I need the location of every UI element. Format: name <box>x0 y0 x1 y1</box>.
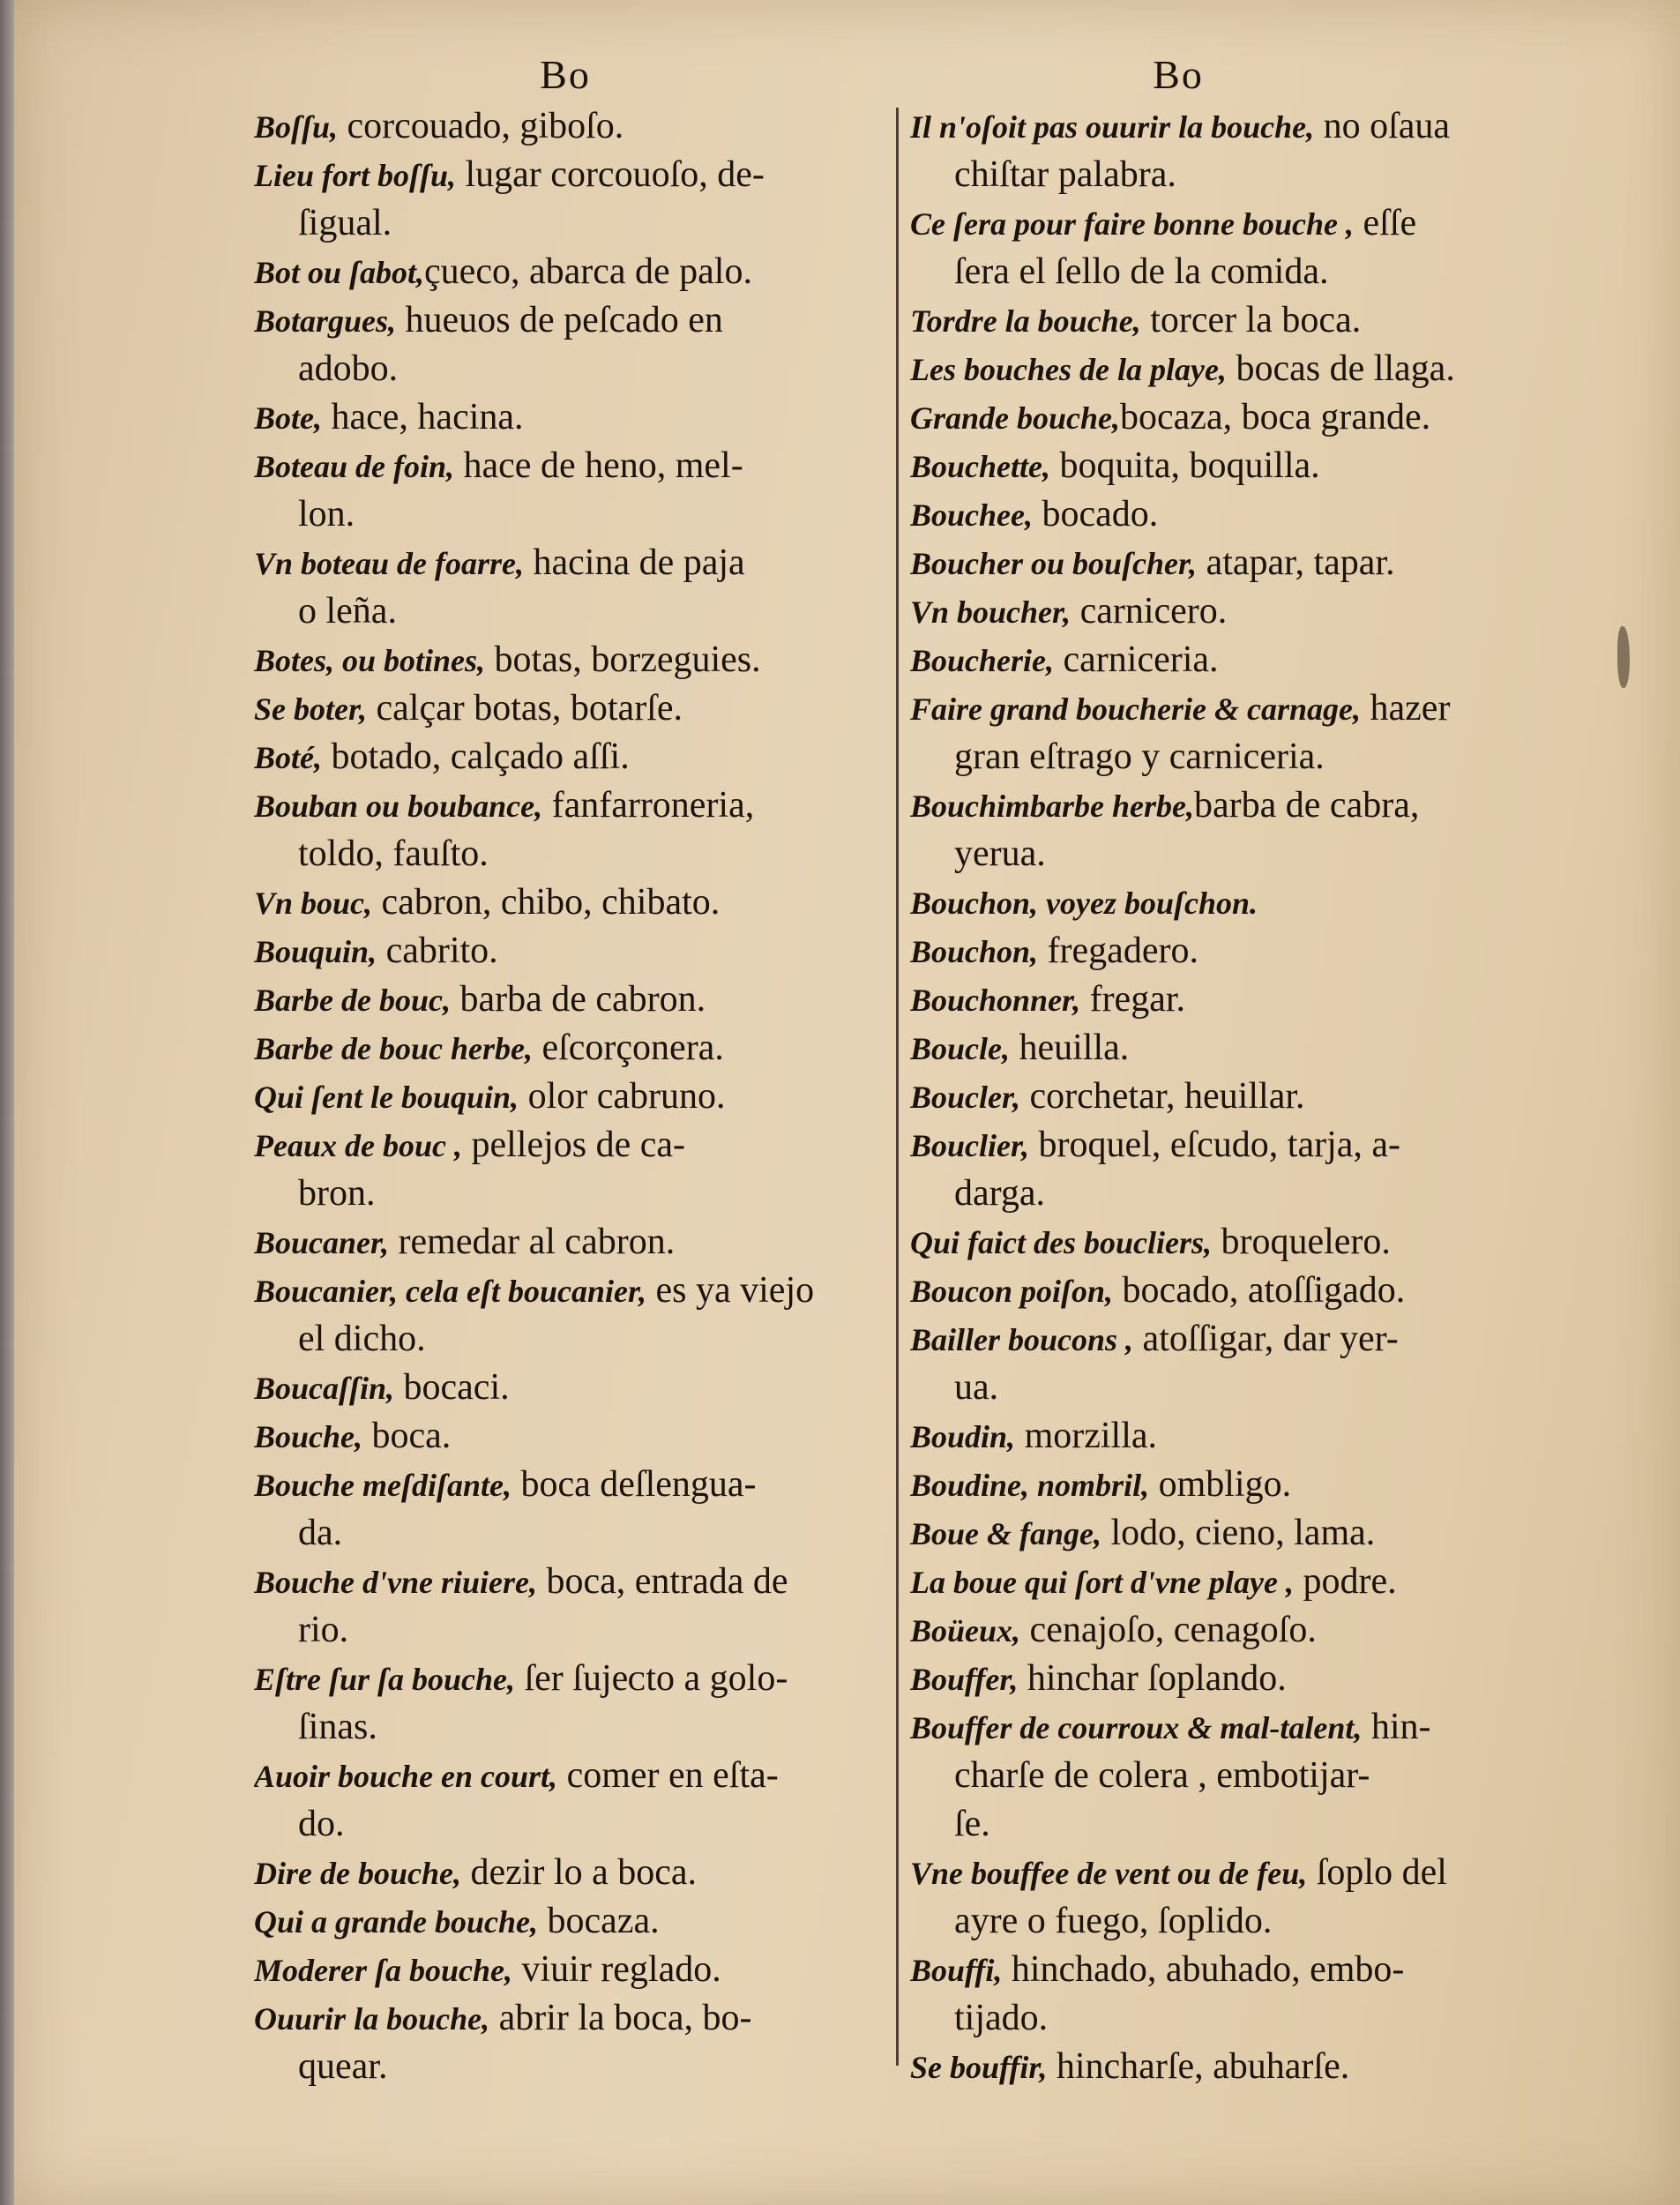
headword: Bouche d'vne riuiere, <box>254 1565 537 1600</box>
gloss: quear. <box>298 2046 388 2087</box>
gloss: lodo, cieno, lama. <box>1101 1513 1376 1553</box>
entry-line <box>254 1315 894 1364</box>
gloss: adobo. <box>298 348 399 389</box>
entry-line <box>910 1800 1566 1849</box>
entry-line <box>254 636 894 684</box>
headword: Boudin, <box>910 1419 1016 1454</box>
gloss: bocas de llaga. <box>1226 348 1455 389</box>
entry-line <box>254 1703 894 1752</box>
entry-line <box>254 1800 894 1849</box>
gloss: bocaza. <box>538 1901 660 1941</box>
headword: Barbe de bouc, <box>254 983 451 1018</box>
entry-line <box>254 684 894 733</box>
gloss: hace de heno, mel- <box>454 445 743 486</box>
gloss: es ya viejo <box>646 1270 815 1311</box>
gloss: fregadero. <box>1038 931 1198 971</box>
headword: Dire de bouche, <box>254 1856 461 1891</box>
gloss: botas, borzeguies. <box>485 639 761 680</box>
gloss: dezir lo a boca. <box>460 1852 698 1893</box>
gloss: torcer la boca. <box>1140 300 1362 340</box>
headword: Boſſu, <box>254 109 339 145</box>
headword: Il n'oſoit pas ouurir la bouche, <box>910 109 1315 145</box>
headword: Auoir bouche en court, <box>254 1759 558 1794</box>
entry-line <box>910 1121 1566 1170</box>
gloss: yerua. <box>954 833 1046 874</box>
gloss: rio. <box>298 1610 349 1650</box>
headword: Boucle, <box>910 1031 1010 1066</box>
headword: Vn boucher, <box>910 594 1071 630</box>
gloss: ſoplo del <box>1307 1852 1447 1893</box>
headword: Bailler boucons , <box>910 1322 1134 1357</box>
headword: Bouffi, <box>910 1953 1003 1988</box>
entry-line <box>254 1121 894 1170</box>
left-column <box>254 102 894 2091</box>
right-running-header: Bo <box>1153 52 1204 97</box>
headword: Grande bouche, <box>910 400 1121 436</box>
headword: Les bouches de la playe, <box>910 352 1227 387</box>
gloss: fanfarroneria, <box>542 785 755 826</box>
entry-line <box>254 539 894 587</box>
entry-line <box>254 1655 894 1703</box>
headword: Boucler, <box>910 1080 1021 1115</box>
entry-line <box>254 781 894 830</box>
entry-line <box>254 1558 894 1606</box>
gloss: bocado. <box>1033 494 1159 534</box>
entry-line <box>254 1024 894 1073</box>
entry-line <box>254 927 894 975</box>
gloss: no oſaua <box>1314 106 1451 146</box>
gloss: lon. <box>298 494 355 534</box>
headword: Ce ſera pour faire bonne bouche , <box>910 206 1354 242</box>
column-divider-rule <box>896 108 899 2066</box>
entry-line <box>254 151 894 199</box>
gloss: barba de cabron. <box>450 979 706 1020</box>
gloss: hacina de paja <box>524 542 745 583</box>
entry-line <box>910 199 1566 248</box>
entry-line <box>254 1752 894 1800</box>
entry-line <box>254 1946 894 1994</box>
gloss: chiſtar palabra. <box>954 154 1176 195</box>
headword: Boucherie, <box>910 643 1055 678</box>
headword: Bouche meſdiſante, <box>254 1468 511 1503</box>
entry-line <box>254 1849 894 1897</box>
gloss: heuilla. <box>1010 1028 1130 1068</box>
headword: Boté, <box>254 740 322 775</box>
entry-line <box>910 345 1566 393</box>
headword: Moderer ſa bouche, <box>254 1953 512 1988</box>
entry-line <box>254 296 894 345</box>
gloss: ſera el ſello de la comida. <box>954 251 1329 292</box>
headword: Eſtre ſur ſa bouche, <box>254 1662 515 1697</box>
entry-line <box>910 1897 1566 1946</box>
gloss: hazer <box>1361 688 1451 729</box>
gloss: pellejos de ca- <box>461 1125 686 1165</box>
gloss: boca, entrada de <box>537 1561 788 1602</box>
entry-line <box>910 1412 1566 1461</box>
entry-line <box>910 636 1566 684</box>
headword: Boudine, nombril, <box>910 1468 1150 1503</box>
entry-line <box>910 1073 1566 1121</box>
entry-line <box>910 442 1566 490</box>
entry-line <box>254 830 894 878</box>
gloss: atoſſigar, dar yer- <box>1133 1319 1399 1359</box>
entry-line <box>910 539 1566 587</box>
entry-line <box>254 1170 894 1218</box>
gloss: atapar, tapar. <box>1197 542 1395 583</box>
headword: Qui faict des boucliers, <box>910 1225 1212 1260</box>
entry-line <box>910 733 1566 781</box>
gloss: ſe. <box>954 1804 990 1844</box>
headword: Bouchonner, <box>910 983 1081 1018</box>
gloss: barba de cabra, <box>1194 785 1420 826</box>
gloss: boca deſlengua- <box>511 1464 757 1505</box>
gloss: ſinas. <box>298 1707 377 1747</box>
headword: Bouchee, <box>910 497 1033 533</box>
gloss: hinchar ſoplando. <box>1018 1658 1287 1699</box>
gloss: bocaci. <box>394 1367 510 1408</box>
headword: Bouchimbarbe herbe, <box>910 789 1195 824</box>
entry-line <box>254 733 894 781</box>
headword: Bouclier, <box>910 1128 1030 1163</box>
headword: Bouffer, <box>910 1662 1019 1697</box>
gloss: calçar botas, botarſe. <box>367 688 683 729</box>
entry-line <box>910 1849 1566 1897</box>
gloss: cabron, chibo, chibato. <box>372 882 721 923</box>
entry-line <box>254 2043 894 2091</box>
gloss: broquel, eſcudo, tarja, a- <box>1029 1125 1401 1165</box>
headword: Botes, ou botines, <box>254 643 486 678</box>
headword: Bote, <box>254 400 322 436</box>
entry-line <box>910 151 1566 199</box>
gloss: hincharſe, abuharſe. <box>1047 2046 1350 2087</box>
gloss: cenajoſo, cenagoſo. <box>1020 1610 1317 1650</box>
entry-line <box>910 587 1566 636</box>
gloss: podre. <box>1293 1561 1397 1602</box>
gloss: boca. <box>362 1416 452 1456</box>
gloss: carnicero. <box>1071 591 1228 632</box>
headword: Boucanier, cela eſt boucanier, <box>254 1274 646 1309</box>
gloss: el dicho. <box>298 1319 426 1359</box>
entry-line <box>910 878 1566 927</box>
headword: Qui a grande bouche, <box>254 1904 539 1940</box>
headword: Vn boteau de foarre, <box>254 546 524 581</box>
entry-line <box>254 1994 894 2043</box>
gloss: hace, hacina. <box>322 397 524 437</box>
gloss: carniceria. <box>1054 639 1219 680</box>
gloss: botado, calçado aſſi. <box>322 736 630 777</box>
entry-line <box>910 1752 1566 1800</box>
headword: Faire grand boucherie & carnage, <box>910 691 1362 727</box>
entry-line <box>254 248 894 296</box>
headword: Se boter, <box>254 691 368 727</box>
entry-line <box>254 878 894 927</box>
gloss: comer en eſta- <box>557 1755 779 1796</box>
headword: Qui ſent le bouquin, <box>254 1080 519 1115</box>
entry-line <box>254 199 894 248</box>
right-column <box>910 102 1566 2091</box>
headword: Boucher ou bouſcher, <box>910 546 1198 581</box>
headword: Boucon poiſon, <box>910 1274 1114 1309</box>
headword: Vne bouffee de vent ou de feu, <box>910 1856 1308 1891</box>
headword: Bouchon, voyez bouſchon. <box>910 886 1258 921</box>
entry-line <box>254 1073 894 1121</box>
headword: Boucaner, <box>254 1225 390 1260</box>
gloss: cabrito. <box>377 931 498 971</box>
gloss: ayre o fuego, ſoplido. <box>954 1901 1273 1941</box>
gloss: eſſe <box>1354 203 1417 243</box>
ink-blot <box>1617 626 1630 688</box>
gloss: abrir la boca, bo- <box>489 1998 752 2038</box>
gloss: do. <box>298 1804 345 1844</box>
entry-line <box>910 102 1566 151</box>
entry-line <box>910 296 1566 345</box>
gloss: viuir reglado. <box>511 1949 721 1990</box>
gloss: fregar. <box>1080 979 1186 1020</box>
gloss: darga. <box>954 1173 1046 1214</box>
entry-line <box>254 1606 894 1655</box>
entry-line <box>910 490 1566 539</box>
entry-line <box>910 1655 1566 1703</box>
entry-line <box>910 248 1566 296</box>
gloss: ua. <box>954 1367 999 1408</box>
gloss: corchetar, heuillar. <box>1020 1076 1305 1117</box>
entry-line <box>910 684 1566 733</box>
dictionary-page <box>14 0 1680 2205</box>
headword: Bouchette, <box>910 449 1050 484</box>
entry-line <box>254 1461 894 1509</box>
headword: Bouchon, <box>910 934 1039 969</box>
headword: Bouche, <box>254 1419 363 1454</box>
gloss: tijado. <box>954 1998 1049 2038</box>
gloss: bocado, atoſſigado. <box>1113 1270 1406 1311</box>
headword: Ouurir la bouche, <box>254 2001 490 2037</box>
gloss: o leña. <box>298 591 397 632</box>
entry-line <box>910 1170 1566 1218</box>
gloss: boquita, boquilla. <box>1050 445 1320 486</box>
entry-line <box>910 927 1566 975</box>
entry-line <box>910 1703 1566 1752</box>
gloss: broquelero. <box>1211 1222 1391 1262</box>
gloss: hin- <box>1362 1707 1431 1747</box>
entry-line <box>254 393 894 442</box>
entry-line <box>254 587 894 636</box>
headword: Boue & fange, <box>910 1516 1102 1551</box>
entry-line <box>254 345 894 393</box>
entry-line <box>254 1218 894 1267</box>
entry-line <box>910 1994 1566 2043</box>
gloss: charſe de colera , embotijar- <box>954 1755 1370 1796</box>
gloss: toldo, fauſto. <box>298 833 489 874</box>
entry-line <box>254 1267 894 1315</box>
entry-line <box>254 1897 894 1946</box>
gloss: morzilla. <box>1015 1416 1158 1456</box>
entry-line <box>910 1315 1566 1364</box>
headword: Barbe de bouc herbe, <box>254 1031 533 1066</box>
entry-line <box>254 975 894 1024</box>
gloss: çueco, abarca de palo. <box>424 251 752 292</box>
headword: La boue qui ſort d'vne playe , <box>910 1565 1294 1600</box>
gloss: hinchado, abuhado, embo- <box>1002 1949 1405 1990</box>
gloss: bocaza, boca grande. <box>1120 397 1431 437</box>
entry-line <box>910 1024 1566 1073</box>
entry-line <box>910 781 1566 830</box>
entry-line <box>910 1509 1566 1558</box>
entry-line <box>254 102 894 151</box>
entry-line <box>910 1364 1566 1412</box>
headword: Tordre la bouche, <box>910 303 1141 339</box>
gloss: olor cabruno. <box>519 1076 726 1117</box>
headword: Peaux de bouc , <box>254 1128 462 1163</box>
entry-line <box>910 393 1566 442</box>
entry-line <box>910 975 1566 1024</box>
entry-line <box>910 2043 1566 2091</box>
headword: Boüeux, <box>910 1613 1021 1648</box>
entry-line <box>910 1218 1566 1267</box>
headword: Vn bouc, <box>254 886 373 921</box>
entry-line <box>254 490 894 539</box>
left-running-header: Bo <box>540 52 591 97</box>
entry-line <box>910 1461 1566 1509</box>
headword: Boucaſſin, <box>254 1371 395 1406</box>
headword: Bouquin, <box>254 934 377 969</box>
headword: Botargues, <box>254 303 397 339</box>
entry-line <box>910 1606 1566 1655</box>
entry-line <box>254 1412 894 1461</box>
gloss: hueuos de peſcado en <box>396 300 723 340</box>
gloss: corcouado, giboſo. <box>338 106 624 146</box>
headword: Bot ou ſabot, <box>254 255 425 290</box>
headword: Boteau de foin, <box>254 449 455 484</box>
gloss: da. <box>298 1513 343 1553</box>
gloss: remedar al cabron. <box>389 1222 676 1262</box>
gloss: lugar corcouoſo, de- <box>456 154 765 195</box>
headword: Se bouffir, <box>910 2050 1048 2085</box>
entry-line <box>910 1558 1566 1606</box>
gloss: eſcorçonera. <box>532 1028 724 1068</box>
gloss: ombligo. <box>1149 1464 1292 1505</box>
gloss: gran eſtrago y carniceria. <box>954 736 1325 777</box>
entry-line <box>254 1509 894 1558</box>
headword: Bouffer de courroux & mal-talent, <box>910 1710 1363 1745</box>
entry-line <box>910 830 1566 878</box>
gloss: ſer ſujeᴄto a golo- <box>515 1658 788 1699</box>
headword: Bouban ou boubance, <box>254 789 543 824</box>
gloss: ſigual. <box>298 203 392 243</box>
entry-line <box>254 442 894 490</box>
book-spine-shadow <box>0 0 14 2205</box>
entry-line <box>254 1364 894 1412</box>
headword: Lieu fort boſſu, <box>254 158 456 193</box>
entry-line <box>910 1267 1566 1315</box>
entry-line <box>910 1946 1566 1994</box>
gloss: bron. <box>298 1173 376 1214</box>
